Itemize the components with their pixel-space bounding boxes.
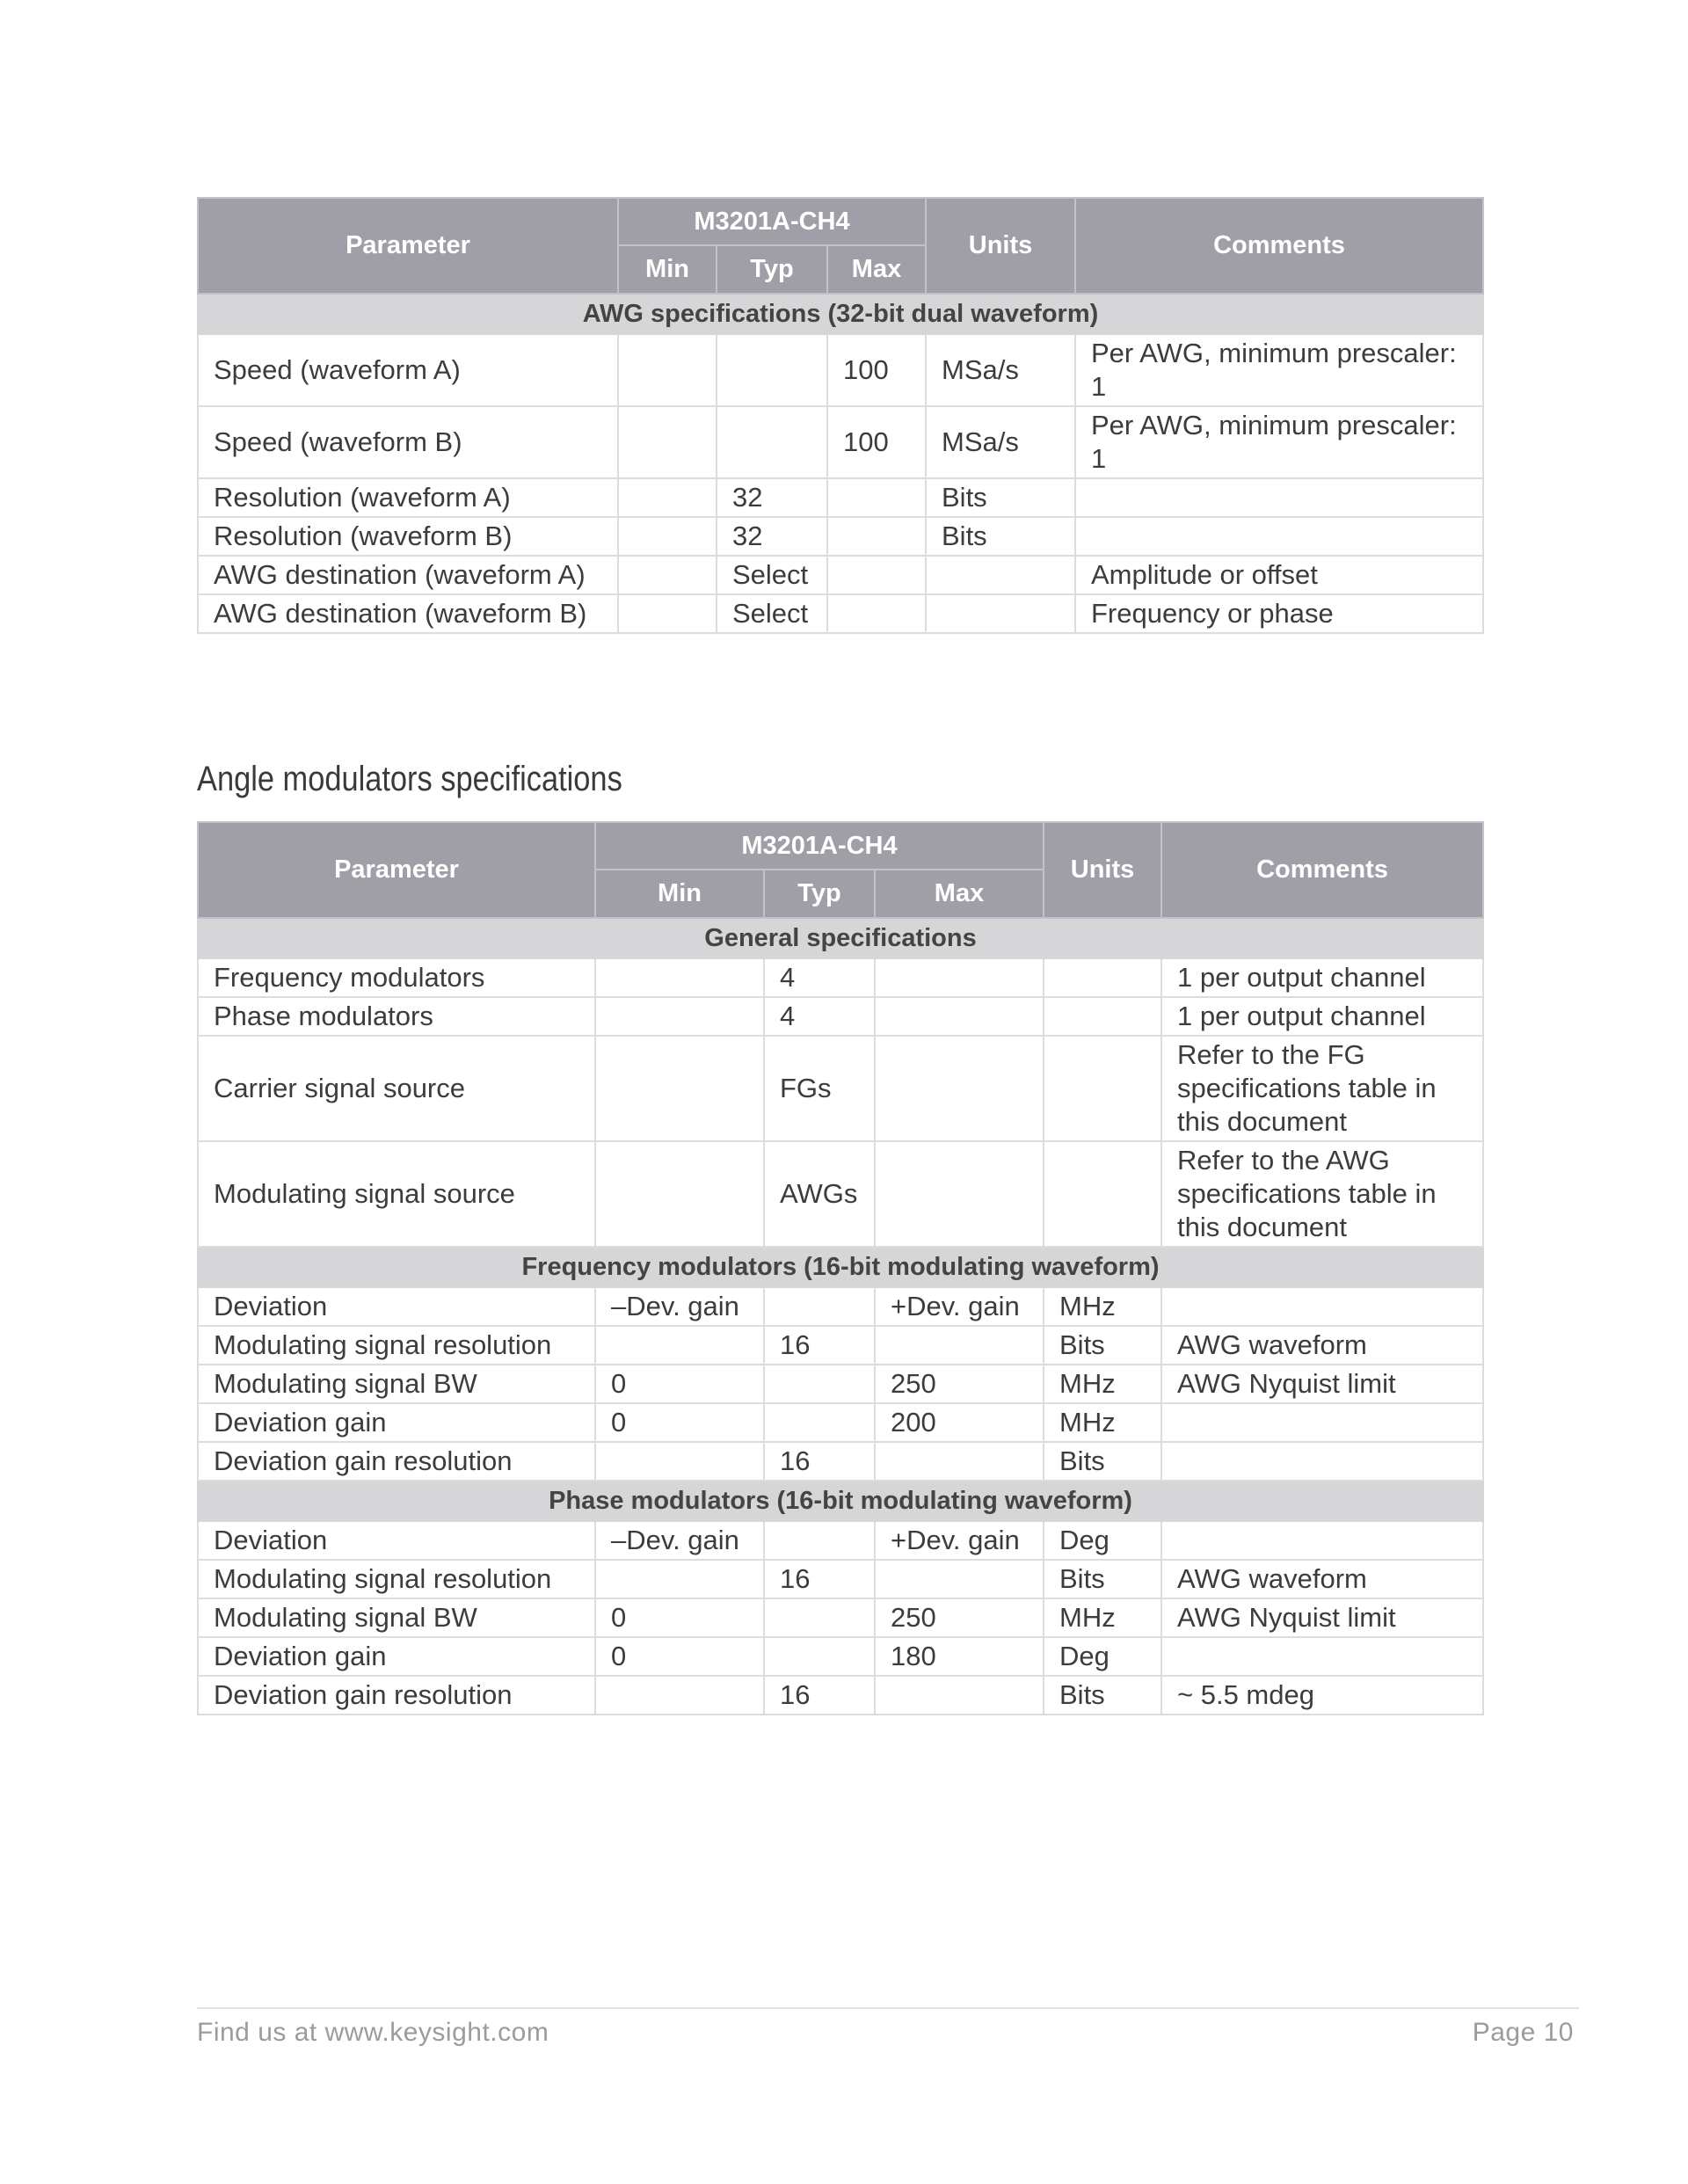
table-row (198, 478, 1483, 517)
cell-units: Bits (1044, 1560, 1161, 1598)
cell-max: +Dev. gain (875, 1287, 1044, 1326)
cell-param: Speed (waveform B) (198, 406, 618, 478)
cell-param: Modulating signal resolution (198, 1560, 595, 1598)
section-row: General specifications (198, 918, 1483, 958)
cell-comments (1075, 517, 1483, 556)
table-row (198, 517, 1483, 556)
cell-typ (764, 1598, 875, 1637)
cell-max: 100 (827, 406, 926, 478)
header-parameter: Parameter (198, 198, 618, 294)
table-row (198, 556, 1483, 594)
cell-param: Deviation (198, 1521, 595, 1560)
cell-comments (1161, 1287, 1483, 1326)
cell-min (618, 556, 717, 594)
angle-modulators-table (197, 821, 1484, 1715)
table-row (198, 1141, 1483, 1247)
page-number: Page 10 (1472, 2018, 1574, 2047)
cell-units: MSa/s (926, 406, 1075, 478)
cell-units: MHz (1044, 1287, 1161, 1326)
cell-min (595, 1676, 764, 1714)
cell-min (595, 1326, 764, 1365)
cell-typ (717, 406, 827, 478)
cell-param: Deviation gain (198, 1637, 595, 1676)
cell-max: 100 (827, 334, 926, 406)
cell-max (875, 1560, 1044, 1598)
cell-comments (1161, 1403, 1483, 1442)
cell-units: Bits (926, 478, 1075, 517)
header-model: M3201A-CH4 (595, 822, 1044, 870)
cell-comments: Refer to the AWG specifications table in this document (1161, 1141, 1483, 1247)
footer-divider (197, 2007, 1579, 2009)
table-row (198, 1036, 1483, 1141)
cell-param: Modulating signal BW (198, 1598, 595, 1637)
cell-comments: Per AWG, minimum prescaler: 1 (1075, 334, 1483, 406)
cell-min (618, 406, 717, 478)
cell-typ (764, 1521, 875, 1560)
cell-typ (764, 1365, 875, 1403)
cell-param: Resolution (waveform A) (198, 478, 618, 517)
cell-units (1044, 1141, 1161, 1247)
cell-min (595, 958, 764, 997)
header-parameter: Parameter (198, 822, 595, 918)
cell-param: Frequency modulators (198, 958, 595, 997)
cell-min (618, 478, 717, 517)
cell-min (595, 1442, 764, 1481)
table-row (198, 1326, 1483, 1365)
table-row (198, 406, 1483, 478)
header-min: Min (618, 245, 717, 294)
table-row (198, 958, 1483, 997)
cell-param: AWG destination (waveform B) (198, 594, 618, 633)
cell-comments: Refer to the FG specifications table in this document (1161, 1036, 1483, 1141)
table-row (198, 1560, 1483, 1598)
cell-units: Bits (1044, 1676, 1161, 1714)
cell-max (827, 517, 926, 556)
cell-typ: FGs (764, 1036, 875, 1141)
cell-typ (717, 334, 827, 406)
cell-max: 250 (875, 1365, 1044, 1403)
cell-typ: 16 (764, 1560, 875, 1598)
cell-min: –Dev. gain (595, 1287, 764, 1326)
cell-units: Deg (1044, 1521, 1161, 1560)
cell-comments: Per AWG, minimum prescaler: 1 (1075, 406, 1483, 478)
cell-param: Modulating signal resolution (198, 1326, 595, 1365)
cell-max: 200 (875, 1403, 1044, 1442)
header-comments: Comments (1161, 822, 1483, 918)
cell-max: +Dev. gain (875, 1521, 1044, 1560)
cell-min (595, 997, 764, 1036)
cell-min (595, 1036, 764, 1141)
cell-min: 0 (595, 1403, 764, 1442)
table-row (198, 1365, 1483, 1403)
cell-comments: AWG Nyquist limit (1161, 1365, 1483, 1403)
cell-param: Modulating signal source (198, 1141, 595, 1247)
cell-comments: AWG Nyquist limit (1161, 1598, 1483, 1637)
cell-typ: 32 (717, 517, 827, 556)
section-row: Frequency modulators (16-bit modulating waveform) (198, 1247, 1483, 1287)
cell-units: Deg (1044, 1637, 1161, 1676)
cell-max (875, 1442, 1044, 1481)
section-row: Phase modulators (16-bit modulating waveform) (198, 1481, 1483, 1521)
cell-max (875, 1326, 1044, 1365)
cell-comments (1161, 1521, 1483, 1560)
cell-units (1044, 997, 1161, 1036)
cell-max (827, 556, 926, 594)
cell-typ: Select (717, 556, 827, 594)
cell-comments (1161, 1442, 1483, 1481)
cell-param: Speed (waveform A) (198, 334, 618, 406)
cell-min (595, 1560, 764, 1598)
cell-typ: 32 (717, 478, 827, 517)
header-max: Max (875, 870, 1044, 918)
cell-min (618, 594, 717, 633)
cell-comments (1161, 1637, 1483, 1676)
header-max: Max (827, 245, 926, 294)
cell-comments (1075, 478, 1483, 517)
header-model: M3201A-CH4 (618, 198, 926, 245)
cell-units (1044, 958, 1161, 997)
cell-max (827, 594, 926, 633)
cell-comments: 1 per output channel (1161, 958, 1483, 997)
cell-units: MSa/s (926, 334, 1075, 406)
cell-max (875, 997, 1044, 1036)
cell-typ (764, 1403, 875, 1442)
cell-comments: Amplitude or offset (1075, 556, 1483, 594)
cell-units: Bits (1044, 1326, 1161, 1365)
cell-typ (764, 1637, 875, 1676)
cell-typ (764, 1287, 875, 1326)
cell-units: MHz (1044, 1403, 1161, 1442)
table-row (198, 1521, 1483, 1560)
cell-max (875, 958, 1044, 997)
cell-param: Deviation gain (198, 1403, 595, 1442)
cell-units: Bits (926, 517, 1075, 556)
section-title: Angle modulators specifications (197, 760, 622, 798)
cell-min (618, 334, 717, 406)
header-units: Units (1044, 822, 1161, 918)
cell-units: Bits (1044, 1442, 1161, 1481)
cell-typ: 16 (764, 1442, 875, 1481)
cell-min: 0 (595, 1598, 764, 1637)
table-row (198, 334, 1483, 406)
cell-param: AWG destination (waveform A) (198, 556, 618, 594)
cell-min (595, 1141, 764, 1247)
header-min: Min (595, 870, 764, 918)
cell-max (875, 1141, 1044, 1247)
table-row (198, 1442, 1483, 1481)
cell-min: –Dev. gain (595, 1521, 764, 1560)
header-comments: Comments (1075, 198, 1483, 294)
cell-units: MHz (1044, 1365, 1161, 1403)
cell-comments: AWG waveform (1161, 1560, 1483, 1598)
cell-comments: AWG waveform (1161, 1326, 1483, 1365)
table-row (198, 1637, 1483, 1676)
cell-min: 0 (595, 1637, 764, 1676)
cell-param: Deviation gain resolution (198, 1676, 595, 1714)
cell-max: 250 (875, 1598, 1044, 1637)
table-row (198, 997, 1483, 1036)
table-row (198, 594, 1483, 633)
cell-typ: Select (717, 594, 827, 633)
header-typ: Typ (717, 245, 827, 294)
cell-max (875, 1676, 1044, 1714)
awg-spec-table (197, 197, 1484, 634)
cell-param: Deviation (198, 1287, 595, 1326)
cell-min: 0 (595, 1365, 764, 1403)
header-typ: Typ (764, 870, 875, 918)
table-row (198, 1676, 1483, 1714)
cell-typ: AWGs (764, 1141, 875, 1247)
cell-param: Phase modulators (198, 997, 595, 1036)
footer-website-link[interactable]: Find us at www.keysight.com (197, 2018, 549, 2047)
cell-max (827, 478, 926, 517)
table-row (198, 1403, 1483, 1442)
cell-param: Modulating signal BW (198, 1365, 595, 1403)
section-row: AWG specifications (32-bit dual waveform) (198, 294, 1483, 334)
cell-max (875, 1036, 1044, 1141)
table-row (198, 1598, 1483, 1637)
cell-units (926, 556, 1075, 594)
cell-comments: ~ 5.5 mdeg (1161, 1676, 1483, 1714)
cell-typ: 16 (764, 1676, 875, 1714)
cell-param: Carrier signal source (198, 1036, 595, 1141)
cell-typ: 16 (764, 1326, 875, 1365)
header-units: Units (926, 198, 1075, 294)
cell-units (1044, 1036, 1161, 1141)
cell-units (926, 594, 1075, 633)
cell-comments: Frequency or phase (1075, 594, 1483, 633)
cell-param: Resolution (waveform B) (198, 517, 618, 556)
cell-param: Deviation gain resolution (198, 1442, 595, 1481)
table-row (198, 1287, 1483, 1326)
cell-typ: 4 (764, 958, 875, 997)
cell-units: MHz (1044, 1598, 1161, 1637)
cell-comments: 1 per output channel (1161, 997, 1483, 1036)
cell-typ: 4 (764, 997, 875, 1036)
cell-min (618, 517, 717, 556)
cell-max: 180 (875, 1637, 1044, 1676)
